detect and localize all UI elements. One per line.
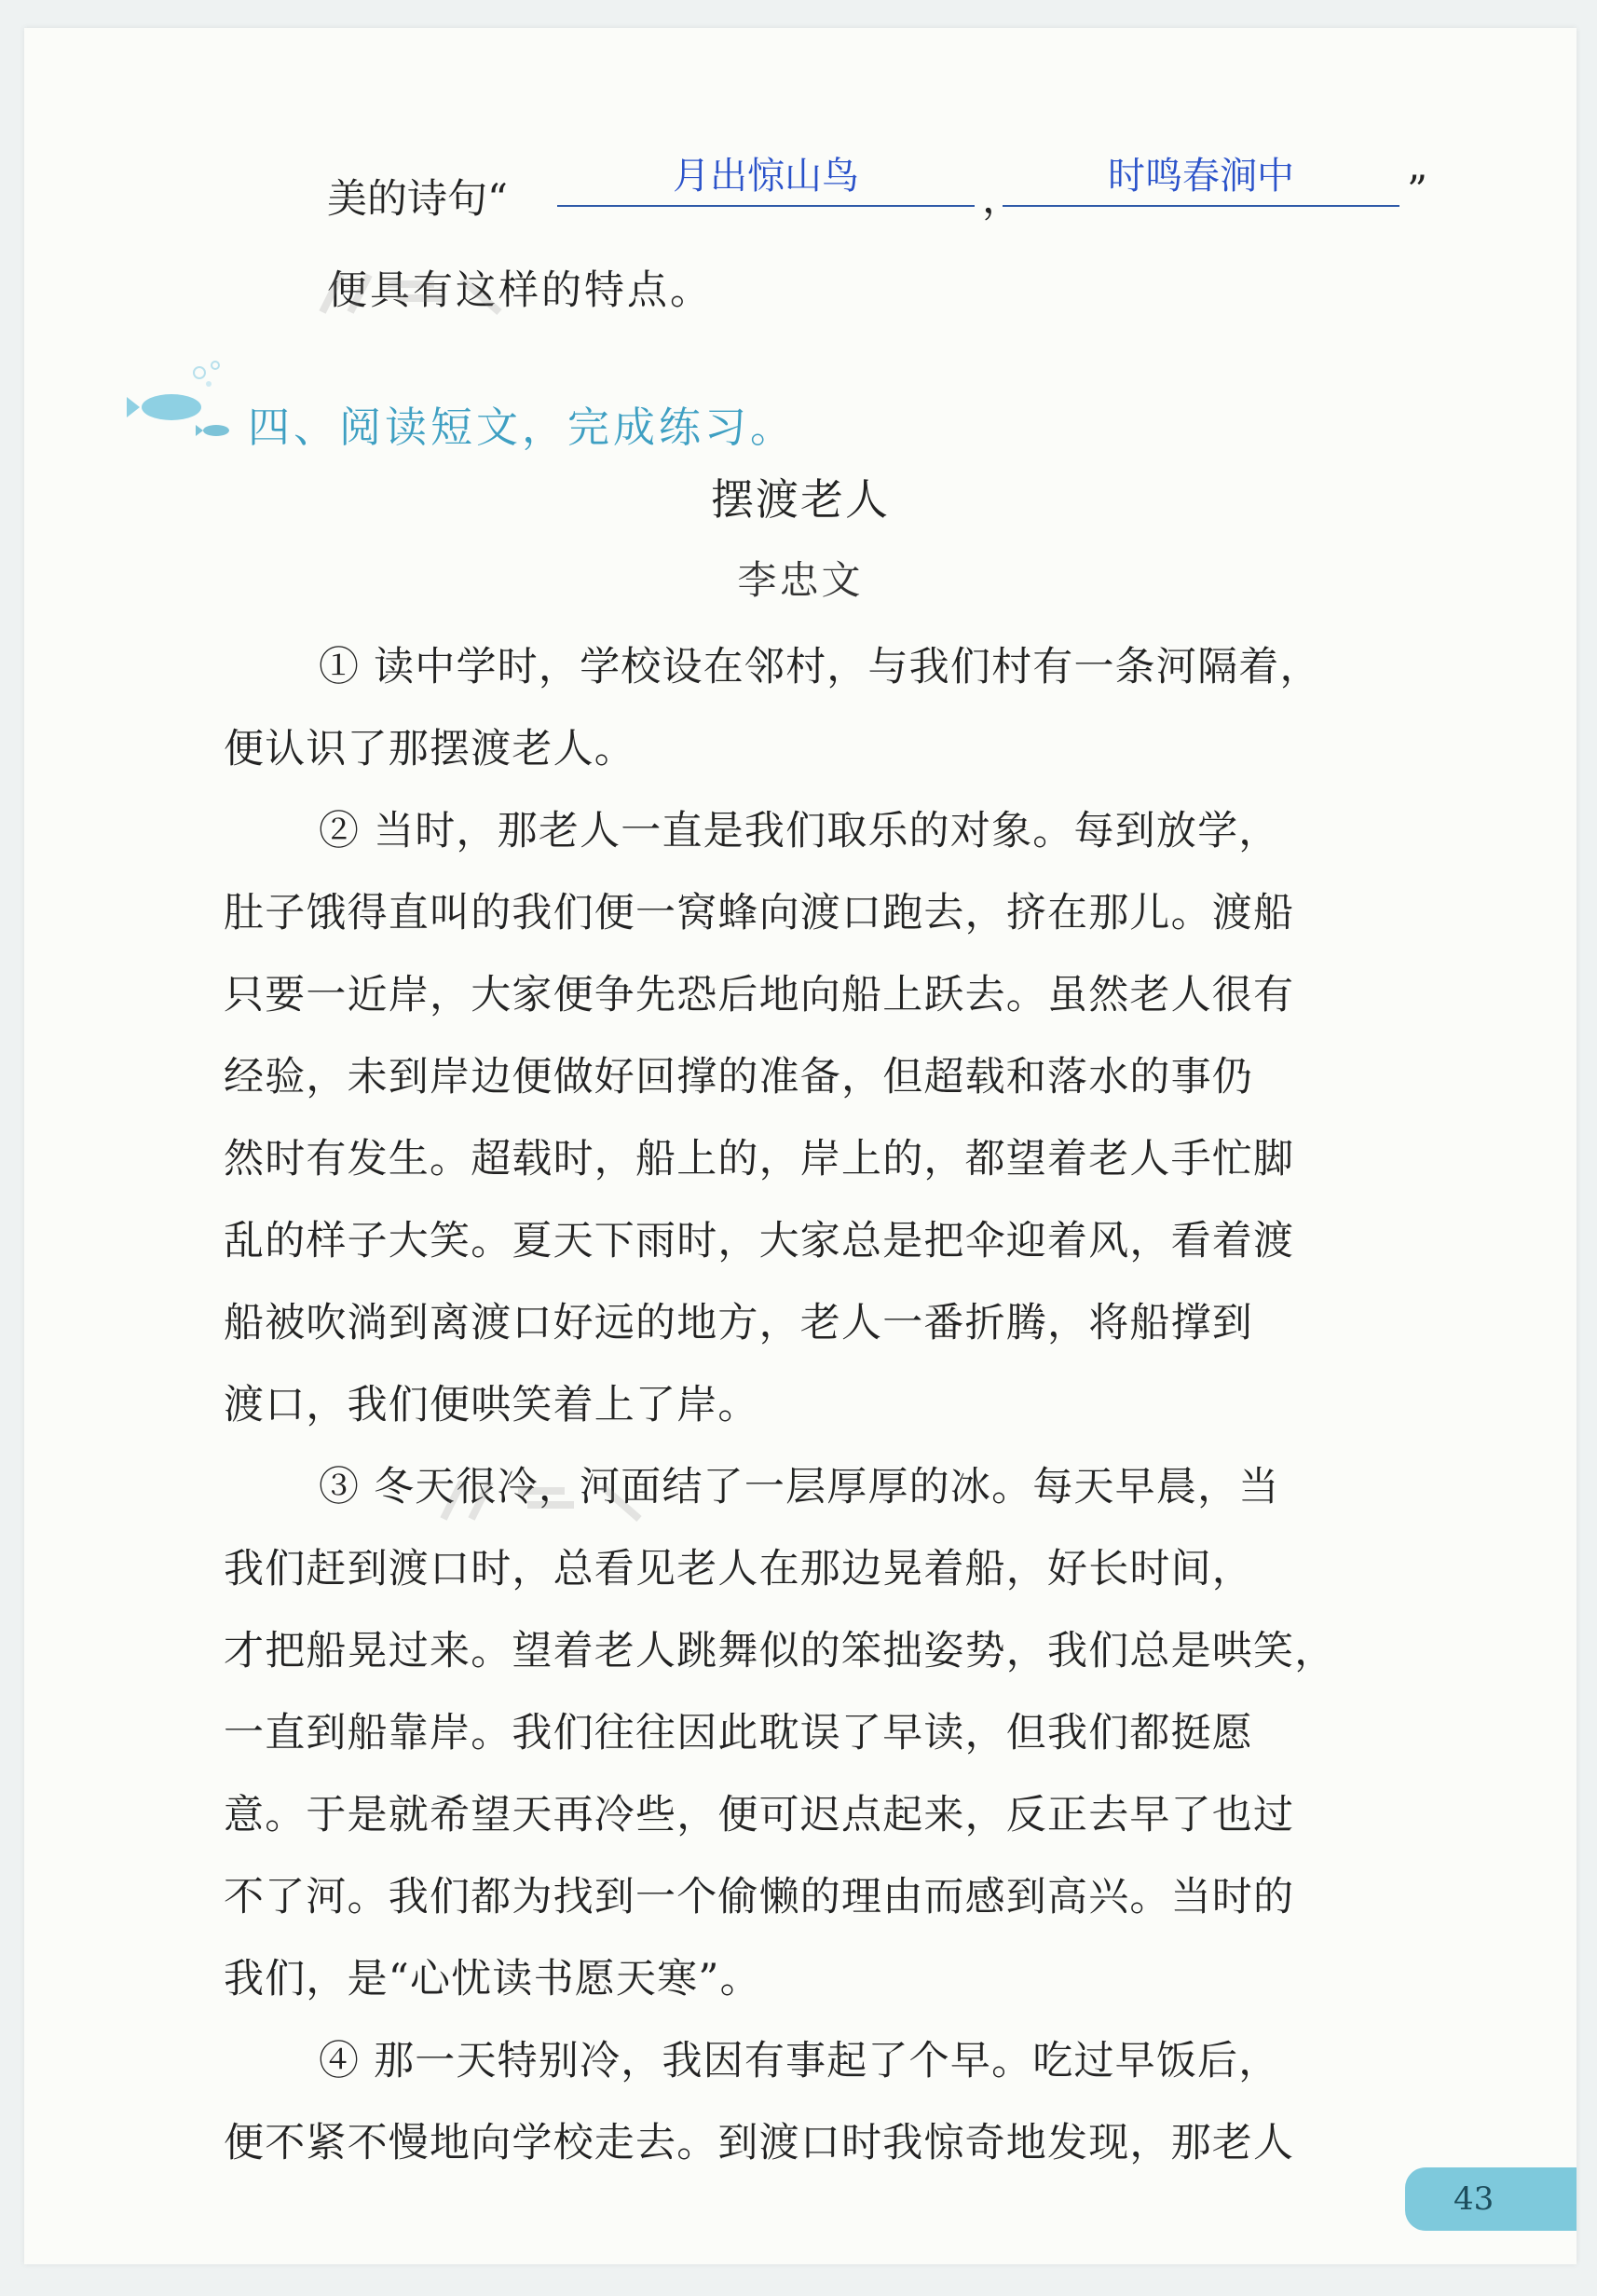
text-line: ③ 冬天很冷，河面结了一层厚厚的冰。每天早晨，当 [319,1464,1280,1510]
text-line: 船被吹淌到离渡口好远的地方，老人一番折腾，将船撑到 [224,1300,1253,1346]
answer-blank-2[interactable]: 时鸣春涧中 [1003,153,1399,207]
article-title: 摆渡老人 [711,474,890,525]
fish-icon [127,356,248,449]
text-line: 才把船晃过来。望着老人跳舞似的笨拙姿势，我们总是哄笑， [224,1628,1336,1674]
page-number: 43 [1405,2167,1577,2231]
text-line: 经验，未到岸边便做好回撑的准备，但超载和落水的事仍 [224,1054,1253,1100]
watermark-stamp [304,256,518,331]
text-line: 只要一近岸，大家便争先恐后地向船上跃去。虽然老人很有 [224,972,1295,1018]
intro-line-2: 便具有这样的特点。 [327,267,713,314]
text-line: 一直到船靠岸。我们往往因此耽误了早读，但我们都挺愿 [224,1710,1253,1756]
intro-suffix: ” [1407,168,1427,214]
text-line: 我们，是“心忧读书愿天寒”。 [224,1956,761,2002]
section-title: 四、阅读短文，完成练习。 [248,403,797,452]
textbook-page [24,28,1577,2264]
watermark-stamp [425,1463,667,1538]
text-line: ① 读中学时，学校设在邻村，与我们村有一条河隔着， [319,644,1321,690]
text-line: 我们赶到渡口时，总看见老人在那边晃着船，好长时间， [224,1546,1253,1592]
text-line: 意。于是就希望天再冷些，便可迟点起来，反正去早了也过 [224,1792,1295,1838]
text-line: 便不紧不慢地向学校走去。到渡口时我惊奇地发现，那老人 [224,2120,1295,2166]
text-line: 不了河。我们都为找到一个偷懒的理由而感到高兴。当时的 [224,1874,1295,1920]
intro-prefix: 美的诗句“ [327,176,508,223]
answer-blank-1[interactable]: 月出惊山鸟 [557,153,975,207]
text-line: 渡口，我们便哄笑着上了岸。 [224,1382,759,1428]
text-line: 乱的样子大笑。夏天下雨时，大家总是把伞迎着风，看着渡 [224,1218,1295,1264]
text-line: ④ 那一天特别冷，我因有事起了个早。吃过早饭后， [319,2038,1280,2084]
article-author: 李忠文 [737,557,864,603]
text-line: 肚子饿得直叫的我们便一窝蜂向渡口跑去，挤在那儿。渡船 [224,890,1295,936]
text-line: 便认识了那摆渡老人。 [224,726,635,772]
text-line: ② 当时，那老人一直是我们取乐的对象。每到放学， [319,808,1280,854]
text-line: 然时有发生。超载时，船上的，岸上的，都望着老人手忙脚 [224,1136,1295,1182]
intro-comma: ， [982,176,1022,223]
